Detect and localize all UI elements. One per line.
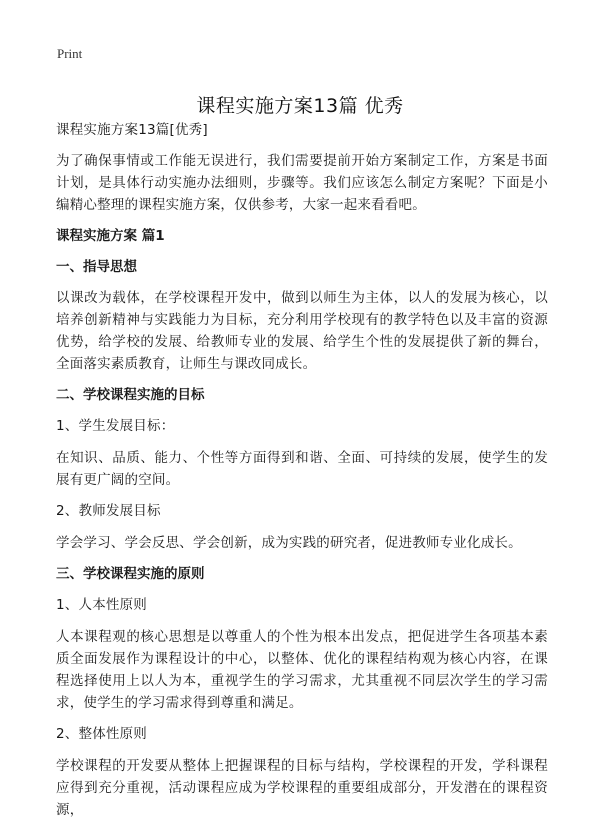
item-humanistic-principle: 1、人本性原则 — [56, 597, 147, 613]
item-teacher-goals: 2、教师发展目标 — [56, 503, 161, 519]
paragraph-humanistic-principle: 人本课程观的核心思想是以尊重人的个性为根本出发点，把促进学生各项基本素质全面发展作为课程设计的中心，以整体、优化的课程结构观为核心内容，在课程选择使用上以人为本，重视学生的学习需求，尤其重视不同层次学生的学习需求，使学生的学习需求得到尊重和满足。 — [56, 629, 548, 711]
heading-implementation-principles: 三、学校课程实施的原则 — [56, 566, 205, 582]
paragraph-guiding-ideology: 以课改为载体，在学校课程开发中，做到以师生为主体，以人的发展为核心，以培养创新精神与实践能力为目标，充分利用学校现有的教学特色以及丰富的资源优势，给学校的发展、给教师专业的发展、给学生个性的发展提供了新的舞台，全面落实素质教育，让师生与课改同成长。 — [56, 290, 548, 372]
document-title: 课程实施方案13篇 优秀 — [196, 94, 404, 117]
print-label: Print — [57, 46, 83, 61]
paragraph-holistic-principle: 学校课程的开发要从整体上把握课程的目标与结构，学校课程的开发，学科课程应得到充分重视，活动课程应成为学校课程的重要组成部分，开发潜在的课程资源， — [56, 758, 548, 818]
document-subtitle: 课程实施方案13篇[优秀] — [56, 122, 208, 138]
paragraph-teacher-goals: 学会学习、学会反思、学会创新，成为实践的研究者，促进教师专业化成长。 — [56, 535, 522, 551]
item-holistic-principle: 2、整体性原则 — [56, 726, 147, 742]
heading-guiding-ideology: 一、指导思想 — [56, 259, 137, 275]
item-student-goals: 1、学生发展目标： — [56, 418, 175, 434]
paragraph-student-goals: 在知识、品质、能力、个性等方面得到和谐、全面、可持续的发展，使学生的发展有更广阔的空间。 — [56, 450, 548, 488]
section-title: 课程实施方案 篇1 — [56, 228, 165, 244]
document-body — [56, 119, 548, 830]
intro-paragraph: 为了确保事情或工作能无误进行，我们需要提前开始方案制定工作，方案是书面计划，是具体行动实施办法细则，步骤等。我们应该怎么制定方案呢？下面是小编精心整理的课程实施方案，仅供参考，大家一起来看看吧。 — [56, 153, 548, 213]
heading-implementation-goals: 二、学校课程实施的目标 — [56, 387, 205, 403]
